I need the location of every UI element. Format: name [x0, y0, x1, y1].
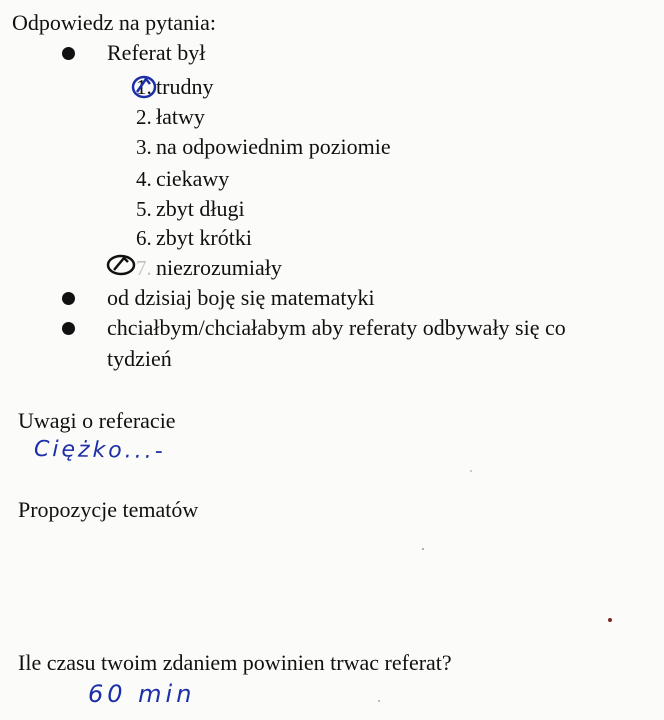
topics-label: Propozycje tematów: [18, 497, 199, 522]
form-heading: Odpowiedz na pytania:: [12, 10, 217, 35]
bullet-icon: [62, 322, 75, 335]
option-number: 7.: [136, 256, 152, 280]
duration-question: Ile czasu twoim zdaniem powinien trwac referat?: [18, 650, 452, 675]
option-number: 3.: [136, 135, 152, 159]
duration-handwritten-answer: 60 min: [88, 680, 196, 708]
option-text: niezrozumiały: [156, 255, 282, 280]
question-referat-label: Referat był: [107, 40, 206, 65]
option-text: zbyt długi: [156, 196, 245, 221]
option-number: 1.: [136, 75, 152, 99]
option-text: na odpowiednim poziomie: [156, 134, 391, 159]
bullet-icon: [62, 47, 75, 60]
option-text: zbyt krótki: [156, 225, 252, 250]
option-number: 4.: [136, 167, 152, 191]
statement-weekly-line2: tydzień: [107, 346, 172, 371]
scan-speck: [378, 700, 380, 702]
option-text: trudny: [156, 74, 214, 99]
bullet-icon: [62, 292, 75, 305]
option-text: ciekawy: [156, 166, 230, 191]
remarks-handwritten-answer: Ciężko...-: [33, 436, 166, 465]
scan-speck: [608, 618, 612, 622]
option-text: łatwy: [156, 104, 205, 129]
remarks-label: Uwagi o referacie: [18, 408, 176, 433]
scan-speck: [422, 548, 424, 550]
statement-weekly-line1: chciałbym/chciałabym aby referaty odbywały się co: [107, 315, 566, 340]
option-number: 6.: [136, 226, 152, 250]
statement-fear-math: od dzisiaj boję się matematyki: [107, 285, 375, 310]
circled-selection-mark: [104, 252, 138, 282]
option-number: 5.: [136, 197, 152, 221]
option-number: 2.: [136, 105, 152, 129]
scan-speck: [470, 470, 472, 472]
